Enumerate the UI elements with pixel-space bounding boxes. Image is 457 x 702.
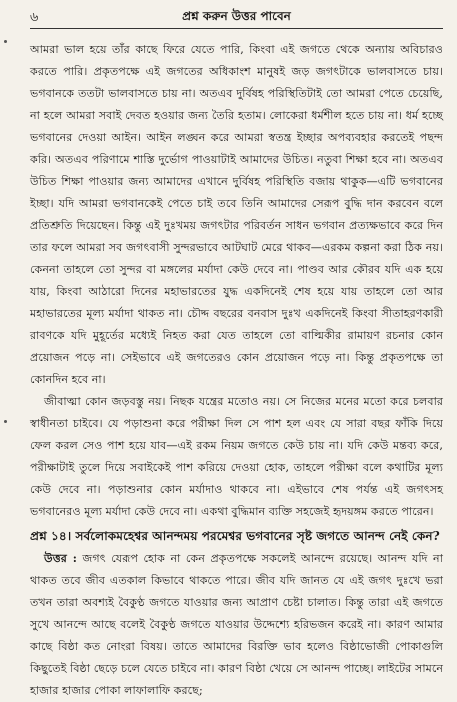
question-label: প্রশ্ন ১৪। (30, 529, 72, 543)
answer-text: জগৎ যেরূপ হোক না কেন প্রকৃতপক্ষে সকলেই আনন্দে রয়েছে। আনন্দ যদি না থাকত তবে জীব এতকাল কিভাবে থাকতে পারে। জীব যদি জানত যে এই জগৎ দুঃখে ভরা তখন তারা অবশ্যই বৈকুণ্ঠ জগতে যাওয়ার জন্য আপ্রাণ চেষ্টা চালাত। কিন্তু তারা এই জগতে সুখে আনন্দে আছে বলেই বৈকুণ্ঠ জগতে যাওয়ার উদ্দেশ্যে হরিভজন করেই না। কারণ আমার কাছে বিষ্ঠা কত নোংরা বিষয়। তাতে আমাদের বিরক্তি ভাব হলেও বিষ্ঠাভোজী পোকাগুলি কিছুতেই বিষ্ঠা ছেড়ে চলে যেতে চাইবে না। কারণ বিষ্ঠা খেয়ে সে আনন্দ পাচ্ছে। লাইটের সামনে হাজার হাজার পোকা লাফালাফি করছে; (30, 552, 443, 697)
paragraph: আমরা ভাল হয়ে তাঁর কাছে ফিরে যেতে পারি, কিংবা এই জগতে থেকে অন্যায় অবিচারও করতে পারি। প্রকৃতপক্ষে এই জগতের অধিকাংশ মানুষই জড় জগৎটাকে ভালবাসতে চায়। ভগবানকে ততটা ভালবাসতে চায় না। অতএব দুর্বিষহ পরিস্থিতিটাই তো আমরা পেতে চেয়েছি, না হলে আমরা সবাই দেবত হওয়ার জন্য তৈরি হতাম। লোকেরা ধর্মশীল হতে চায় না। ধর্ম হচ্ছে ভগবানের দেওয়া আইন। আইন লঙ্ঘন করে আমরা স্বতন্ত্র ইচ্ছার অপব্যবহার করতেই পছন্দ করি। অতএব পরিণামে শাস্তি দুর্ভোগ পাওয়াটাই আমাদের উচিত। নতুবা শিক্ষা হবে না। অতএব উচিত শিক্ষা পাওয়ার জন্য আমাদের এখানে দুর্বিষহ পরিস্থিতি বজায় থাকুক—এটি ভগবানের ইচ্ছা। যদি আমরা ভগবানকেই পেতে চাই তবে তিনি আমাদের সেরূপ বুদ্ধি দান করবেন বলে প্রতিশ্রুতি দিয়েছেন। কিন্তু এই দুঃখময় জগৎটার পরিবর্তন সাধন ভগবান প্রত্যক্ষভাবে করে দিন তার ফলে আমরা সব জগৎবাসী সুন্দরভাবে আটঘাট মেরে থাকব—এরকম কল্পনা করা ঠিক নয়। কেননা তাহলে তো সুন্দর বা মঙ্গলের মর্যাদা কেউ দেবে না। পাণ্ডব আর কৌরব যদি এক হয়ে যায়, কিংবা আঠারো দিনের মহাভারতের যুদ্ধ একদিনেই শেষ হয়ে যায় তাহলে তো আর মহাভারতের মূল্য মর্যাদা থাকত না। চৌদ্দ বছরের বনবাস দুঃখ একদিনেই কিংবা সীতাহরণকারী রাবণকে যদি মুহূর্তের মধ্যেই নিহত করা যেত তাহলে তো বাল্মিকীর রামায়ণ রচনার কোন প্রয়োজন পড়ে না। সেইভাবে এই জগতেরও কোন প্রয়োজন পড়ে না। কিন্তু প্রকৃতপক্ষে তা কোনদিন হবে না। (30, 43, 443, 386)
answer-paragraph (30, 547, 443, 702)
question-heading (30, 525, 443, 547)
running-title: প্রশ্ন করুন উত্তর পাবেন (182, 9, 291, 23)
page-header (30, 6, 443, 29)
page-body (30, 39, 443, 702)
paragraph: জীবাত্মা কোন জড়বস্তু নয়। নিছক যন্ত্রের মতোও নয়। সে নিজের মনের মতো করে চলবার স্বাধীনতা চাইবে। যে পড়াশুনা করে পরীক্ষা দিল সে পাশ হল এবং যে সারা বছর ফাঁকি দিয়ে ফেল করল সেও পাশ হয়ে যাব—এই রকম নিয়ম জগতে কেউ চায় না। যদি কেউ মন্তব্য করে, পরীক্ষাটাই তুলে দিয়ে সবাইকেই পাশ করিয়ে দেওয়া হোক, তাহলে পরীক্ষা বলে কথাটির মূল্য কেউ দেবে না। পড়াশুনার কোন মর্যাদাও থাকবে না। এইভাবে শেষ পর্যন্ত এই জগৎসহ ভগবানেরও মূল্য মর্যাদা কেউ দেবে না। একথা বুদ্ধিমান ব্যক্তি সহজেই হৃদয়ঙ্গম করতে পারেন। (30, 395, 443, 518)
scan-speck (4, 420, 7, 423)
page-number: ৬ (30, 10, 39, 25)
question-text: সর্বলোকমহেশ্বর আনন্দময় পরমেশ্বর ভগবানের সৃষ্ট জগতে আনন্দ নেই কেন? (75, 529, 440, 543)
answer-label: উত্তর : (44, 551, 77, 565)
scan-speck (4, 40, 7, 43)
